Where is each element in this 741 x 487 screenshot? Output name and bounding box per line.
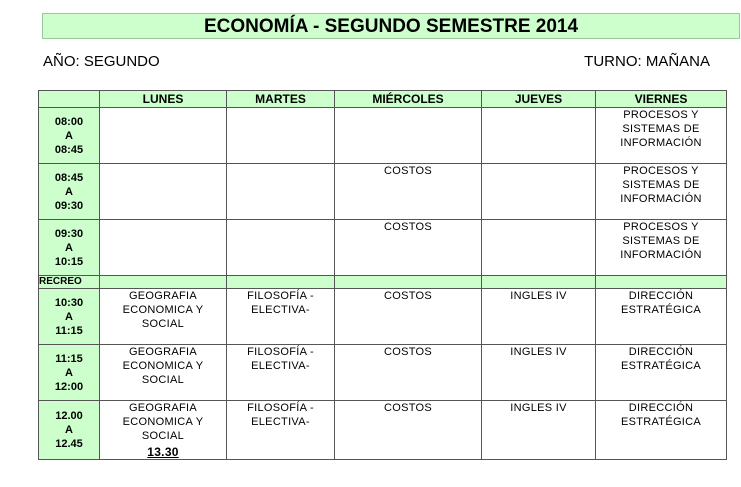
time-cell: 11:15 A 12:00 xyxy=(39,345,100,401)
table-row xyxy=(39,401,727,460)
class-cell xyxy=(482,164,596,220)
schedule-table xyxy=(38,90,727,460)
day-header: JUEVES xyxy=(482,91,596,108)
day-header: VIERNES xyxy=(596,91,727,108)
header-row xyxy=(39,91,727,108)
recreo-row xyxy=(39,276,727,289)
class-cell xyxy=(227,164,335,220)
time-cell: 10:30 A 11:15 xyxy=(39,289,100,345)
class-cell: DIRECCIÓN ESTRATÉGICA xyxy=(596,401,727,460)
recreo-cell xyxy=(482,276,596,289)
table-row xyxy=(39,220,727,276)
day-header: MIÉRCOLES xyxy=(335,91,482,108)
class-cell: INGLES IV xyxy=(482,401,596,460)
class-cell: FILOSOFÍA -ELECTIVA- xyxy=(227,345,335,401)
class-cell: PROCESOS Y SISTEMAS DE INFORMACIÓN xyxy=(596,164,727,220)
class-cell: COSTOS xyxy=(335,164,482,220)
class-cell: DIRECCIÓN ESTRATÉGICA xyxy=(596,345,727,401)
class-cell: INGLES IV xyxy=(482,345,596,401)
shift-label: TURNO: MAÑANA xyxy=(584,53,710,70)
class-cell xyxy=(227,108,335,164)
class-cell: PROCESOS Y SISTEMAS DE INFORMACIÓN xyxy=(596,108,727,164)
class-cell xyxy=(100,220,227,276)
class-cell: FILOSOFÍA -ELECTIVA- xyxy=(227,401,335,460)
class-cell xyxy=(227,220,335,276)
class-cell: FILOSOFÍA -ELECTIVA- xyxy=(227,289,335,345)
day-header: LUNES xyxy=(100,91,227,108)
recreo-cell xyxy=(596,276,727,289)
class-cell: GEOGRAFIA ECONOMICA Y SOCIAL xyxy=(100,289,227,345)
table-row xyxy=(39,164,727,220)
class-cell: COSTOS xyxy=(335,345,482,401)
table-row xyxy=(39,345,727,401)
table-row xyxy=(39,289,727,345)
extra-time-note: 13.30 xyxy=(147,445,179,459)
class-cell xyxy=(482,108,596,164)
time-cell: 12.00 A 12.45 xyxy=(39,401,100,460)
class-cell xyxy=(482,220,596,276)
page-title: ECONOMÍA - SEGUNDO SEMESTRE 2014 xyxy=(42,13,740,39)
class-cell xyxy=(335,108,482,164)
class-cell xyxy=(100,164,227,220)
recreo-cell xyxy=(335,276,482,289)
time-cell: 08:45 A 09:30 xyxy=(39,164,100,220)
time-cell: 08:00 A 08:45 xyxy=(39,108,100,164)
class-cell xyxy=(100,108,227,164)
time-cell: 09:30 A 10:15 xyxy=(39,220,100,276)
class-cell: GEOGRAFIA ECONOMICA Y SOCIAL 13.30 xyxy=(100,401,227,460)
corner-cell xyxy=(39,91,100,108)
class-cell: INGLES IV xyxy=(482,289,596,345)
year-label: AÑO: SEGUNDO xyxy=(43,53,160,70)
class-cell: DIRECCIÓN ESTRATÉGICA xyxy=(596,289,727,345)
class-cell: PROCESOS Y SISTEMAS DE INFORMACIÓN xyxy=(596,220,727,276)
day-header: MARTES xyxy=(227,91,335,108)
recreo-label: RECREO xyxy=(39,276,100,289)
recreo-cell xyxy=(227,276,335,289)
class-cell: COSTOS xyxy=(335,401,482,460)
class-cell: COSTOS xyxy=(335,220,482,276)
table-row xyxy=(39,108,727,164)
class-cell: COSTOS xyxy=(335,289,482,345)
class-cell: GEOGRAFIA ECONOMICA Y SOCIAL xyxy=(100,345,227,401)
recreo-cell xyxy=(100,276,227,289)
